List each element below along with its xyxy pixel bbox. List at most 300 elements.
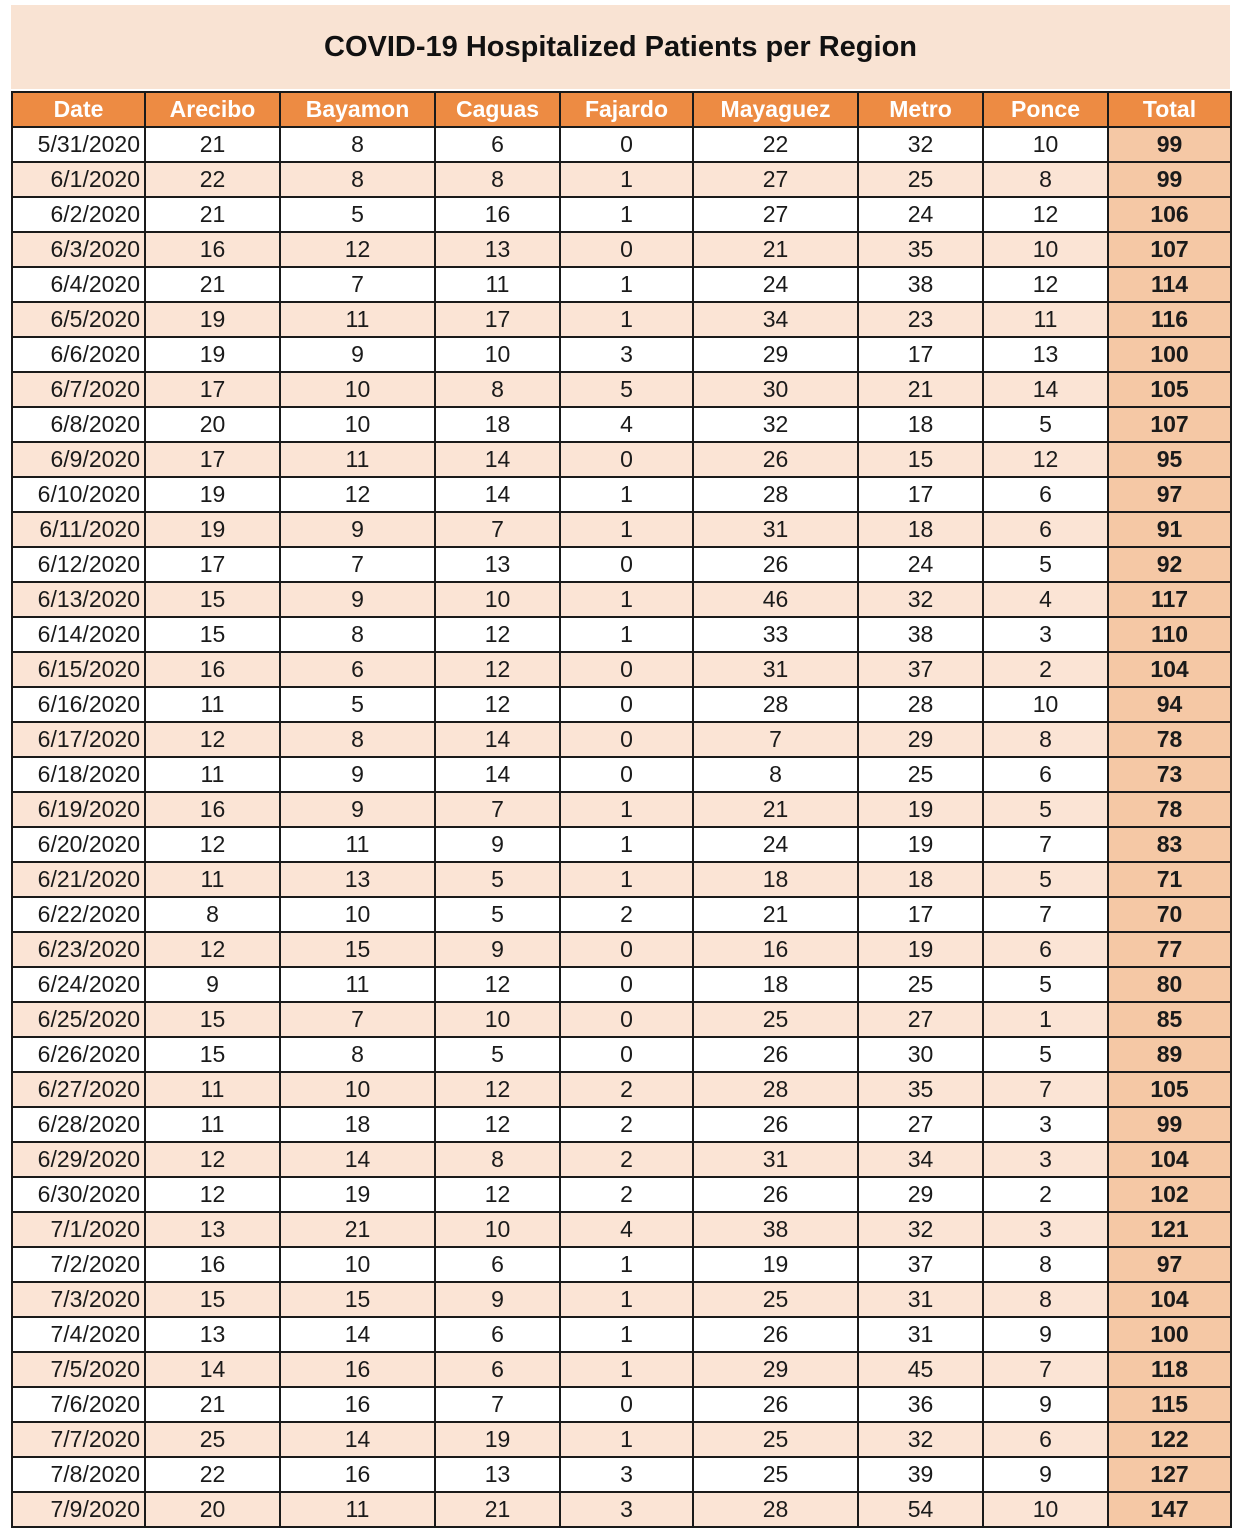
total-cell: 114 xyxy=(1108,267,1231,302)
fajardo-cell: 0 xyxy=(560,1387,693,1422)
caguas-cell: 8 xyxy=(435,162,560,197)
table-row xyxy=(12,1072,1231,1107)
date-cell: 6/17/2020 xyxy=(12,722,145,757)
bayamon-cell: 11 xyxy=(280,967,435,1002)
ponce-cell: 8 xyxy=(983,1282,1108,1317)
mayaguez-cell: 26 xyxy=(693,1107,858,1142)
metro-cell: 19 xyxy=(858,792,983,827)
total-cell: 78 xyxy=(1108,792,1231,827)
bayamon-cell: 16 xyxy=(280,1352,435,1387)
fajardo-cell: 0 xyxy=(560,547,693,582)
fajardo-cell: 0 xyxy=(560,127,693,162)
table-row xyxy=(12,407,1231,442)
column-header-arecibo: Arecibo xyxy=(145,92,280,127)
fajardo-cell: 3 xyxy=(560,1457,693,1492)
date-cell: 6/21/2020 xyxy=(12,862,145,897)
ponce-cell: 11 xyxy=(983,302,1108,337)
metro-cell: 35 xyxy=(858,1072,983,1107)
fajardo-cell: 1 xyxy=(560,617,693,652)
total-cell: 92 xyxy=(1108,547,1231,582)
caguas-cell: 12 xyxy=(435,1177,560,1212)
table-row xyxy=(12,512,1231,547)
total-cell: 147 xyxy=(1108,1492,1231,1527)
arecibo-cell: 16 xyxy=(145,792,280,827)
column-header-bayamon: Bayamon xyxy=(280,92,435,127)
table-row xyxy=(12,1492,1231,1527)
table-row xyxy=(12,442,1231,477)
table-row xyxy=(12,1107,1231,1142)
total-cell: 107 xyxy=(1108,407,1231,442)
mayaguez-cell: 26 xyxy=(693,1037,858,1072)
caguas-cell: 6 xyxy=(435,1352,560,1387)
caguas-cell: 18 xyxy=(435,407,560,442)
caguas-cell: 12 xyxy=(435,1072,560,1107)
date-cell: 6/14/2020 xyxy=(12,617,145,652)
arecibo-cell: 13 xyxy=(145,1212,280,1247)
arecibo-cell: 13 xyxy=(145,1317,280,1352)
bayamon-cell: 5 xyxy=(280,197,435,232)
bayamon-cell: 10 xyxy=(280,372,435,407)
ponce-cell: 3 xyxy=(983,1142,1108,1177)
mayaguez-cell: 31 xyxy=(693,1142,858,1177)
caguas-cell: 7 xyxy=(435,1387,560,1422)
fajardo-cell: 1 xyxy=(560,1247,693,1282)
ponce-cell: 5 xyxy=(983,967,1108,1002)
total-cell: 73 xyxy=(1108,757,1231,792)
metro-cell: 39 xyxy=(858,1457,983,1492)
metro-cell: 31 xyxy=(858,1282,983,1317)
table-row xyxy=(12,967,1231,1002)
date-cell: 7/5/2020 xyxy=(12,1352,145,1387)
metro-cell: 31 xyxy=(858,1317,983,1352)
fajardo-cell: 2 xyxy=(560,1177,693,1212)
arecibo-cell: 16 xyxy=(145,652,280,687)
fajardo-cell: 3 xyxy=(560,337,693,372)
fajardo-cell: 2 xyxy=(560,1107,693,1142)
total-cell: 100 xyxy=(1108,337,1231,372)
total-cell: 99 xyxy=(1108,1107,1231,1142)
total-cell: 99 xyxy=(1108,162,1231,197)
total-cell: 91 xyxy=(1108,512,1231,547)
caguas-cell: 17 xyxy=(435,302,560,337)
metro-cell: 27 xyxy=(858,1107,983,1142)
metro-cell: 37 xyxy=(858,1247,983,1282)
arecibo-cell: 12 xyxy=(145,827,280,862)
date-cell: 6/1/2020 xyxy=(12,162,145,197)
table-row xyxy=(12,1212,1231,1247)
ponce-cell: 8 xyxy=(983,1247,1108,1282)
caguas-cell: 10 xyxy=(435,1212,560,1247)
ponce-cell: 8 xyxy=(983,162,1108,197)
ponce-cell: 7 xyxy=(983,827,1108,862)
table-row xyxy=(12,477,1231,512)
arecibo-cell: 12 xyxy=(145,722,280,757)
caguas-cell: 5 xyxy=(435,862,560,897)
date-cell: 7/8/2020 xyxy=(12,1457,145,1492)
metro-cell: 15 xyxy=(858,442,983,477)
metro-cell: 18 xyxy=(858,512,983,547)
total-cell: 106 xyxy=(1108,197,1231,232)
mayaguez-cell: 24 xyxy=(693,827,858,862)
date-cell: 6/18/2020 xyxy=(12,757,145,792)
date-cell: 6/27/2020 xyxy=(12,1072,145,1107)
column-header-total: Total xyxy=(1108,92,1231,127)
total-cell: 116 xyxy=(1108,302,1231,337)
metro-cell: 32 xyxy=(858,127,983,162)
date-cell: 7/4/2020 xyxy=(12,1317,145,1352)
total-cell: 100 xyxy=(1108,1317,1231,1352)
ponce-cell: 6 xyxy=(983,1422,1108,1457)
caguas-cell: 12 xyxy=(435,967,560,1002)
mayaguez-cell: 18 xyxy=(693,862,858,897)
metro-cell: 38 xyxy=(858,617,983,652)
caguas-cell: 12 xyxy=(435,1107,560,1142)
metro-cell: 27 xyxy=(858,1002,983,1037)
bayamon-cell: 14 xyxy=(280,1142,435,1177)
table-row xyxy=(12,1457,1231,1492)
ponce-cell: 10 xyxy=(983,127,1108,162)
mayaguez-cell: 31 xyxy=(693,512,858,547)
hospitalized-table xyxy=(11,91,1232,1528)
metro-cell: 17 xyxy=(858,477,983,512)
table-row xyxy=(12,1317,1231,1352)
bayamon-cell: 8 xyxy=(280,127,435,162)
arecibo-cell: 16 xyxy=(145,232,280,267)
date-cell: 6/8/2020 xyxy=(12,407,145,442)
total-cell: 102 xyxy=(1108,1177,1231,1212)
ponce-cell: 6 xyxy=(983,757,1108,792)
arecibo-cell: 19 xyxy=(145,512,280,547)
total-cell: 104 xyxy=(1108,1142,1231,1177)
fajardo-cell: 0 xyxy=(560,1002,693,1037)
mayaguez-cell: 21 xyxy=(693,897,858,932)
arecibo-cell: 11 xyxy=(145,862,280,897)
metro-cell: 35 xyxy=(858,232,983,267)
mayaguez-cell: 18 xyxy=(693,967,858,1002)
fajardo-cell: 0 xyxy=(560,232,693,267)
mayaguez-cell: 25 xyxy=(693,1422,858,1457)
arecibo-cell: 17 xyxy=(145,442,280,477)
mayaguez-cell: 33 xyxy=(693,617,858,652)
bayamon-cell: 13 xyxy=(280,862,435,897)
metro-cell: 28 xyxy=(858,687,983,722)
table-row xyxy=(12,792,1231,827)
ponce-cell: 10 xyxy=(983,1492,1108,1527)
bayamon-cell: 11 xyxy=(280,1492,435,1527)
table-title: COVID-19 Hospitalized Patients per Region xyxy=(324,30,917,63)
total-cell: 118 xyxy=(1108,1352,1231,1387)
caguas-cell: 5 xyxy=(435,897,560,932)
metro-cell: 32 xyxy=(858,582,983,617)
arecibo-cell: 8 xyxy=(145,897,280,932)
table-body xyxy=(12,127,1231,1527)
date-cell: 6/23/2020 xyxy=(12,932,145,967)
mayaguez-cell: 16 xyxy=(693,932,858,967)
column-header-ponce: Ponce xyxy=(983,92,1108,127)
fajardo-cell: 1 xyxy=(560,197,693,232)
ponce-cell: 5 xyxy=(983,862,1108,897)
total-cell: 97 xyxy=(1108,1247,1231,1282)
total-cell: 70 xyxy=(1108,897,1231,932)
bayamon-cell: 8 xyxy=(280,617,435,652)
metro-cell: 54 xyxy=(858,1492,983,1527)
bayamon-cell: 15 xyxy=(280,1282,435,1317)
arecibo-cell: 15 xyxy=(145,617,280,652)
ponce-cell: 7 xyxy=(983,1072,1108,1107)
ponce-cell: 12 xyxy=(983,442,1108,477)
date-cell: 6/12/2020 xyxy=(12,547,145,582)
caguas-cell: 12 xyxy=(435,687,560,722)
metro-cell: 45 xyxy=(858,1352,983,1387)
header-row xyxy=(12,92,1231,127)
ponce-cell: 5 xyxy=(983,547,1108,582)
metro-cell: 24 xyxy=(858,197,983,232)
total-cell: 105 xyxy=(1108,372,1231,407)
table-row xyxy=(12,302,1231,337)
mayaguez-cell: 31 xyxy=(693,652,858,687)
arecibo-cell: 25 xyxy=(145,1422,280,1457)
total-cell: 127 xyxy=(1108,1457,1231,1492)
mayaguez-cell: 32 xyxy=(693,407,858,442)
total-cell: 95 xyxy=(1108,442,1231,477)
mayaguez-cell: 28 xyxy=(693,477,858,512)
ponce-cell: 12 xyxy=(983,267,1108,302)
date-cell: 6/11/2020 xyxy=(12,512,145,547)
fajardo-cell: 0 xyxy=(560,967,693,1002)
ponce-cell: 6 xyxy=(983,477,1108,512)
bayamon-cell: 14 xyxy=(280,1422,435,1457)
metro-cell: 32 xyxy=(858,1422,983,1457)
fajardo-cell: 0 xyxy=(560,652,693,687)
metro-cell: 25 xyxy=(858,967,983,1002)
mayaguez-cell: 24 xyxy=(693,267,858,302)
metro-cell: 19 xyxy=(858,932,983,967)
caguas-cell: 11 xyxy=(435,267,560,302)
fajardo-cell: 1 xyxy=(560,1282,693,1317)
ponce-cell: 1 xyxy=(983,1002,1108,1037)
ponce-cell: 3 xyxy=(983,1107,1108,1142)
mayaguez-cell: 25 xyxy=(693,1457,858,1492)
date-cell: 6/16/2020 xyxy=(12,687,145,722)
bayamon-cell: 9 xyxy=(280,512,435,547)
mayaguez-cell: 26 xyxy=(693,1317,858,1352)
metro-cell: 38 xyxy=(858,267,983,302)
arecibo-cell: 15 xyxy=(145,1037,280,1072)
total-cell: 80 xyxy=(1108,967,1231,1002)
caguas-cell: 14 xyxy=(435,722,560,757)
caguas-cell: 12 xyxy=(435,617,560,652)
date-cell: 6/30/2020 xyxy=(12,1177,145,1212)
fajardo-cell: 5 xyxy=(560,372,693,407)
mayaguez-cell: 25 xyxy=(693,1282,858,1317)
table-row xyxy=(12,582,1231,617)
date-cell: 6/25/2020 xyxy=(12,1002,145,1037)
table-row xyxy=(12,1037,1231,1072)
caguas-cell: 14 xyxy=(435,757,560,792)
total-cell: 107 xyxy=(1108,232,1231,267)
table-row xyxy=(12,932,1231,967)
table-row xyxy=(12,1142,1231,1177)
arecibo-cell: 17 xyxy=(145,372,280,407)
ponce-cell: 9 xyxy=(983,1387,1108,1422)
metro-cell: 37 xyxy=(858,652,983,687)
metro-cell: 18 xyxy=(858,862,983,897)
metro-cell: 29 xyxy=(858,1177,983,1212)
arecibo-cell: 20 xyxy=(145,1492,280,1527)
mayaguez-cell: 26 xyxy=(693,1387,858,1422)
mayaguez-cell: 27 xyxy=(693,197,858,232)
bayamon-cell: 8 xyxy=(280,722,435,757)
date-cell: 7/1/2020 xyxy=(12,1212,145,1247)
fajardo-cell: 1 xyxy=(560,1422,693,1457)
ponce-cell: 2 xyxy=(983,652,1108,687)
date-cell: 6/24/2020 xyxy=(12,967,145,1002)
fajardo-cell: 2 xyxy=(560,897,693,932)
caguas-cell: 9 xyxy=(435,932,560,967)
arecibo-cell: 11 xyxy=(145,1072,280,1107)
total-cell: 104 xyxy=(1108,1282,1231,1317)
bayamon-cell: 12 xyxy=(280,477,435,512)
mayaguez-cell: 7 xyxy=(693,722,858,757)
column-header-fajardo: Fajardo xyxy=(560,92,693,127)
arecibo-cell: 15 xyxy=(145,582,280,617)
mayaguez-cell: 19 xyxy=(693,1247,858,1282)
caguas-cell: 9 xyxy=(435,827,560,862)
ponce-cell: 14 xyxy=(983,372,1108,407)
bayamon-cell: 12 xyxy=(280,232,435,267)
bayamon-cell: 11 xyxy=(280,302,435,337)
total-cell: 97 xyxy=(1108,477,1231,512)
caguas-cell: 10 xyxy=(435,582,560,617)
caguas-cell: 6 xyxy=(435,1317,560,1352)
fajardo-cell: 1 xyxy=(560,302,693,337)
arecibo-cell: 21 xyxy=(145,267,280,302)
caguas-cell: 21 xyxy=(435,1492,560,1527)
fajardo-cell: 1 xyxy=(560,477,693,512)
arecibo-cell: 15 xyxy=(145,1002,280,1037)
table-row xyxy=(12,687,1231,722)
arecibo-cell: 22 xyxy=(145,1457,280,1492)
fajardo-cell: 1 xyxy=(560,162,693,197)
total-cell: 99 xyxy=(1108,127,1231,162)
bayamon-cell: 14 xyxy=(280,1317,435,1352)
table-row xyxy=(12,757,1231,792)
table-row xyxy=(12,1282,1231,1317)
date-cell: 6/13/2020 xyxy=(12,582,145,617)
fajardo-cell: 1 xyxy=(560,827,693,862)
mayaguez-cell: 21 xyxy=(693,232,858,267)
arecibo-cell: 19 xyxy=(145,337,280,372)
bayamon-cell: 9 xyxy=(280,757,435,792)
total-cell: 89 xyxy=(1108,1037,1231,1072)
ponce-cell: 7 xyxy=(983,1352,1108,1387)
date-cell: 6/15/2020 xyxy=(12,652,145,687)
caguas-cell: 19 xyxy=(435,1422,560,1457)
table-row xyxy=(12,1002,1231,1037)
arecibo-cell: 16 xyxy=(145,1247,280,1282)
date-cell: 6/5/2020 xyxy=(12,302,145,337)
fajardo-cell: 2 xyxy=(560,1072,693,1107)
table-row xyxy=(12,267,1231,302)
table-row xyxy=(12,232,1231,267)
metro-cell: 30 xyxy=(858,1037,983,1072)
bayamon-cell: 8 xyxy=(280,162,435,197)
arecibo-cell: 11 xyxy=(145,757,280,792)
arecibo-cell: 19 xyxy=(145,302,280,337)
arecibo-cell: 19 xyxy=(145,477,280,512)
column-header-mayaguez: Mayaguez xyxy=(693,92,858,127)
date-cell: 6/26/2020 xyxy=(12,1037,145,1072)
fajardo-cell: 1 xyxy=(560,582,693,617)
caguas-cell: 16 xyxy=(435,197,560,232)
caguas-cell: 10 xyxy=(435,1002,560,1037)
fajardo-cell: 3 xyxy=(560,1492,693,1527)
total-cell: 121 xyxy=(1108,1212,1231,1247)
bayamon-cell: 16 xyxy=(280,1387,435,1422)
ponce-cell: 5 xyxy=(983,792,1108,827)
mayaguez-cell: 28 xyxy=(693,687,858,722)
ponce-cell: 2 xyxy=(983,1177,1108,1212)
ponce-cell: 5 xyxy=(983,407,1108,442)
total-cell: 117 xyxy=(1108,582,1231,617)
bayamon-cell: 11 xyxy=(280,827,435,862)
mayaguez-cell: 34 xyxy=(693,302,858,337)
ponce-cell: 4 xyxy=(983,582,1108,617)
table-row xyxy=(12,827,1231,862)
arecibo-cell: 11 xyxy=(145,687,280,722)
fajardo-cell: 1 xyxy=(560,862,693,897)
date-cell: 6/29/2020 xyxy=(12,1142,145,1177)
bayamon-cell: 16 xyxy=(280,1457,435,1492)
caguas-cell: 8 xyxy=(435,1142,560,1177)
caguas-cell: 5 xyxy=(435,1037,560,1072)
total-cell: 77 xyxy=(1108,932,1231,967)
total-cell: 110 xyxy=(1108,617,1231,652)
mayaguez-cell: 28 xyxy=(693,1492,858,1527)
metro-cell: 36 xyxy=(858,1387,983,1422)
bayamon-cell: 9 xyxy=(280,792,435,827)
fajardo-cell: 1 xyxy=(560,267,693,302)
arecibo-cell: 11 xyxy=(145,1107,280,1142)
fajardo-cell: 1 xyxy=(560,512,693,547)
metro-cell: 17 xyxy=(858,897,983,932)
fajardo-cell: 1 xyxy=(560,1352,693,1387)
caguas-cell: 13 xyxy=(435,547,560,582)
mayaguez-cell: 46 xyxy=(693,582,858,617)
caguas-cell: 14 xyxy=(435,442,560,477)
arecibo-cell: 21 xyxy=(145,1387,280,1422)
table-row xyxy=(12,1422,1231,1457)
date-cell: 6/2/2020 xyxy=(12,197,145,232)
metro-cell: 19 xyxy=(858,827,983,862)
date-cell: 6/9/2020 xyxy=(12,442,145,477)
mayaguez-cell: 8 xyxy=(693,757,858,792)
mayaguez-cell: 26 xyxy=(693,442,858,477)
fajardo-cell: 0 xyxy=(560,932,693,967)
metro-cell: 23 xyxy=(858,302,983,337)
metro-cell: 17 xyxy=(858,337,983,372)
bayamon-cell: 10 xyxy=(280,897,435,932)
ponce-cell: 3 xyxy=(983,1212,1108,1247)
bayamon-cell: 10 xyxy=(280,1247,435,1282)
table-row xyxy=(12,197,1231,232)
caguas-cell: 10 xyxy=(435,337,560,372)
total-cell: 71 xyxy=(1108,862,1231,897)
table-row xyxy=(12,1387,1231,1422)
bayamon-cell: 21 xyxy=(280,1212,435,1247)
table-row xyxy=(12,897,1231,932)
arecibo-cell: 9 xyxy=(145,967,280,1002)
